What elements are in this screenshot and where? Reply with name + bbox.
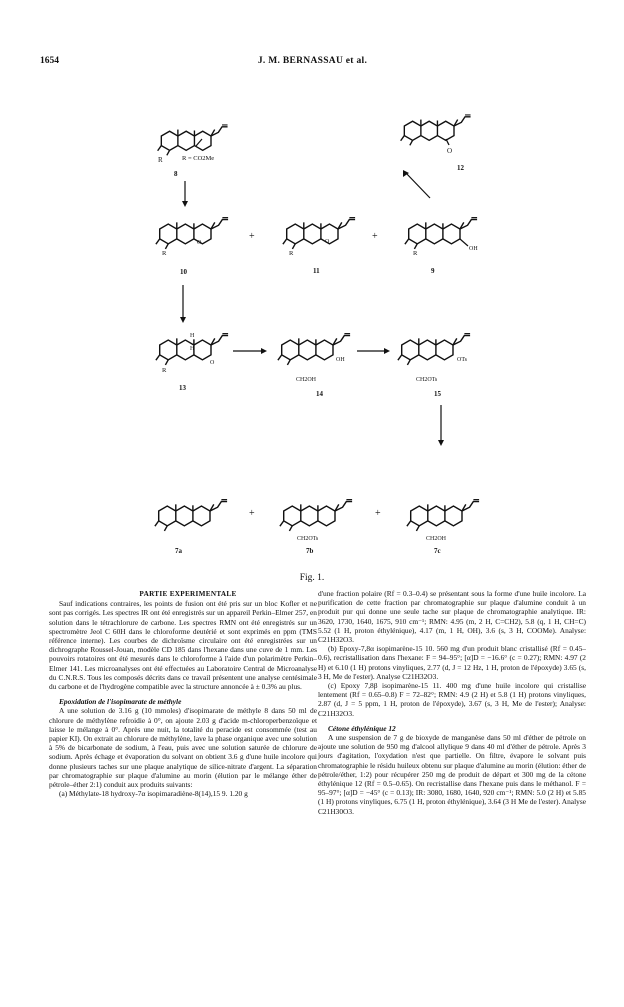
compound-label-11: 11 bbox=[313, 267, 320, 275]
label-epoxide-10: O bbox=[197, 240, 202, 246]
label-o-13: O bbox=[210, 360, 215, 366]
compound-label-13: 13 bbox=[179, 384, 186, 392]
arrow-10-to-13 bbox=[180, 285, 186, 323]
label-r-11: R bbox=[289, 250, 294, 257]
label-r: R bbox=[158, 156, 163, 164]
structure-12 bbox=[401, 115, 471, 172]
structure-7b bbox=[280, 500, 352, 555]
structure-11 bbox=[283, 218, 355, 275]
item-c-paragraph: (c) Epoxy 7,8β isopimarène-15 11. 400 mg d'une huile incolore qui cristallise lentement (Rf = 0.65–0.8) F = 72–82°; RMN: 4.9 (2 H) et 5.8 (1 H) protons vinyliques, 2.87 (d, J = 5 ppm, 1 H, proton de l'époxyde), 3.67 (s, 3 H, Me de l'ester); Analyse: C21H32O3. bbox=[318, 681, 586, 718]
compound-label-14: 14 bbox=[316, 390, 323, 398]
arrow-13-to-14 bbox=[233, 348, 267, 354]
running-authors: J. M. BERNASSAU et al. bbox=[257, 56, 368, 66]
label-ots-15: OTs bbox=[457, 357, 467, 363]
arrow-9-to-12 bbox=[403, 170, 430, 198]
arrow-8-to-10 bbox=[182, 181, 188, 207]
label-ch2oh-14: CH2OH bbox=[296, 377, 317, 383]
label-ch2ots-15: CH2OTs bbox=[416, 377, 438, 383]
label-r-9: R bbox=[413, 250, 418, 257]
label-oh-9: OH bbox=[469, 246, 478, 252]
structure-10 bbox=[156, 218, 228, 276]
compound-label-7b: 7b bbox=[306, 547, 314, 555]
plus-sign: + bbox=[375, 508, 381, 519]
label-r-10: R bbox=[162, 250, 167, 257]
label-h-13b: H bbox=[190, 346, 195, 352]
epoxidation-paragraph: A une solution de 3.16 g (10 mmoles) d'isopimarate de méthyle 8 dans 50 ml de chlorure de méthylène refroidie à 0°, on ajoute 2.03 g d'acide m-chloroperbenzoïque et laisse le mélange à 0°. Après une nuit, la totalité du peracide est consommée (test au papier KI). On extrait au chlorure de méthylène, lave la phase organique avec une solution à 5% de bicarbonate de sodium, à l'eau, puis avec une solution saturée de chlorure de sodium. Après échage et évaporation du solvant on obtient 3.6 g d'une huile incolore qui donne plusieurs taches sur une plaque analytique de silice-nitrate d'argent. La séparation par chromatographie sur plaque d'alumine au morin (élution par le mélange éther de pétrole–éther 2:1) conduit aux produits suivants: bbox=[49, 706, 317, 790]
structure-14 bbox=[278, 334, 350, 398]
figure-caption: Fig. 1. bbox=[299, 573, 325, 583]
intro-paragraph: Sauf indications contraires, les points de fusion ont été pris sur un bloc Kofler et ne sont pas corrigés. Les spectres IR ont été enregistrés sur un appareil Perkin–Elmer 257, en solution dans le tétrachlorure de carbone. Les spectres RMN ont été enregistrés sur un spectromètre Jeol C 60H dans le chloroforme deutérié et sont exprimés en ppm (TMS référence interne). Les courbes de dichroïsme circulaire ont été enregistrées sur un dichrographe Roussel-Jouan, modèle CD 185 dans l'hexane dans une cuve de 1 mm. Les pouvoirs rotatoires ont été mesurés dans le chloroforme à l'aide d'un polarimètre Perkin–Elmer 141. Les microanalyses ont été effectuées au Laboratoire Central de Microanalyse du C.N.R.S. Tous les composés décrits dans ce travail présentent une analyse centésimale du carbone et de l'hydrogène compatible avec la structure annoncée à ± 0.3% au plus. bbox=[49, 599, 317, 692]
label-epoxide-11: O bbox=[325, 239, 330, 245]
plus-sign: + bbox=[249, 508, 255, 519]
section-title: PARTIE EXPERIMENTALE bbox=[139, 590, 237, 598]
compound-label-8: 8 bbox=[174, 170, 178, 178]
item-a-paragraph: (a) Méthylate-18 hydroxy-7α isopimaradiène-8(14),15 9. 1.20 g bbox=[59, 789, 248, 799]
arrow-15-to-7 bbox=[438, 405, 444, 446]
label-ch2oh-7c: CH2OH bbox=[426, 536, 447, 542]
subsection-title-ketone: Cétone éthylénique 12 bbox=[328, 723, 396, 733]
left-column bbox=[49, 590, 317, 798]
subsection-title: Epoxidation de l'isopimarate de méthyle bbox=[59, 697, 182, 707]
compound-label-12: 12 bbox=[457, 164, 464, 172]
compound-label-10: 10 bbox=[180, 268, 187, 276]
compound-label-7a: 7a bbox=[175, 547, 182, 555]
right-column bbox=[318, 589, 586, 816]
ketone-paragraph: A une suspension de 7 g de bioxyde de manganèse dans 50 ml d'éther de pétrole on ajoute une solution de 950 mg d'alcool allylique 9 dans 40 ml d'éther de pétrole. Après 3 jours d'agitation, l'oxydation n'est que partielle. On filtre, évapore le solvant puis chromatographie le résidu huileux obtenu sur plaque d'alumine au morin (élution: éther de pétrole/éther, 1:2) pour récupérer 250 mg de produit de départ et 300 mg de la cétone éthylénique 12 (Rf = 0.5–0.65). On recristallise dans l'hexane puis dans le méthanol. F = 95–97°; [α]D = −45° (c = 0.13); IR: 3080, 1680, 1640, 920 cm⁻¹; RMN: 5.0 (2 H) et 5.85 (1 H) protons vinyliques, 6.75 (1 H, proton éthylénique), 3.64 (3 H Me de l'ester). Analyse C21H30O3. bbox=[318, 733, 586, 816]
structure-7a bbox=[155, 500, 227, 555]
compound-label-15: 15 bbox=[434, 390, 441, 398]
compound-label-7c: 7c bbox=[434, 547, 441, 555]
structure-7c bbox=[407, 500, 479, 555]
structure-15 bbox=[398, 334, 470, 398]
plus-sign: + bbox=[372, 231, 378, 242]
label-o-12: O bbox=[447, 147, 453, 155]
label-ch2ots-7b: CH2OTs bbox=[297, 536, 319, 542]
label-r-13: R bbox=[162, 367, 167, 374]
page-number: 1654 bbox=[40, 56, 59, 66]
label-oh-14: OH bbox=[336, 357, 345, 363]
plus-sign: + bbox=[249, 231, 255, 242]
arrow-14-to-15 bbox=[357, 348, 390, 354]
continued-paragraph: d'une fraction polaire (Rf = 0.3–0.4) se présentant sous la forme d'une huile incolore. La purification de cette fraction par chromatographie sur plaque d'alumine conduit à un produit pur qui donne une seule tache sur plaque de chromatographie analytique. IR: 3620, 1730, 1640, 1675, 910 cm⁻¹; RMN: 4.95 (m, 2 H, C=CH2), 5.8 (q, 1 H, CH=C) 5.52 (1 H, proton éthylénique), 4.17 (m, 1 H, OH), 3.6 (s, 3 H, COOMe). Analyse: C21H32O3. bbox=[318, 589, 586, 645]
r-definition: R = CO2Me bbox=[182, 155, 215, 162]
structure-13 bbox=[156, 333, 228, 392]
structure-8 bbox=[158, 125, 228, 178]
compound-label-9: 9 bbox=[431, 267, 435, 275]
structure-9 bbox=[405, 218, 478, 275]
item-b-paragraph: (b) Epoxy-7,8α isopimarène-15 10. 560 mg d'un produit blanc cristallisé (Rf = 0.45–0.6), recristallisation dans l'hexane: F = 94–95°; [α]D = −16.6° (c = 0.27); RMN: 4.97 (2 H) et 6.10 (1 H) protons vinyliques, 2.77 (d, J = 12 Hz, 1 H, proton de l'époxyde) 3.65 (s, 3 H, Me de l'ester). Analyse C21H32O3. bbox=[318, 644, 586, 681]
label-h-13: H bbox=[190, 333, 195, 339]
